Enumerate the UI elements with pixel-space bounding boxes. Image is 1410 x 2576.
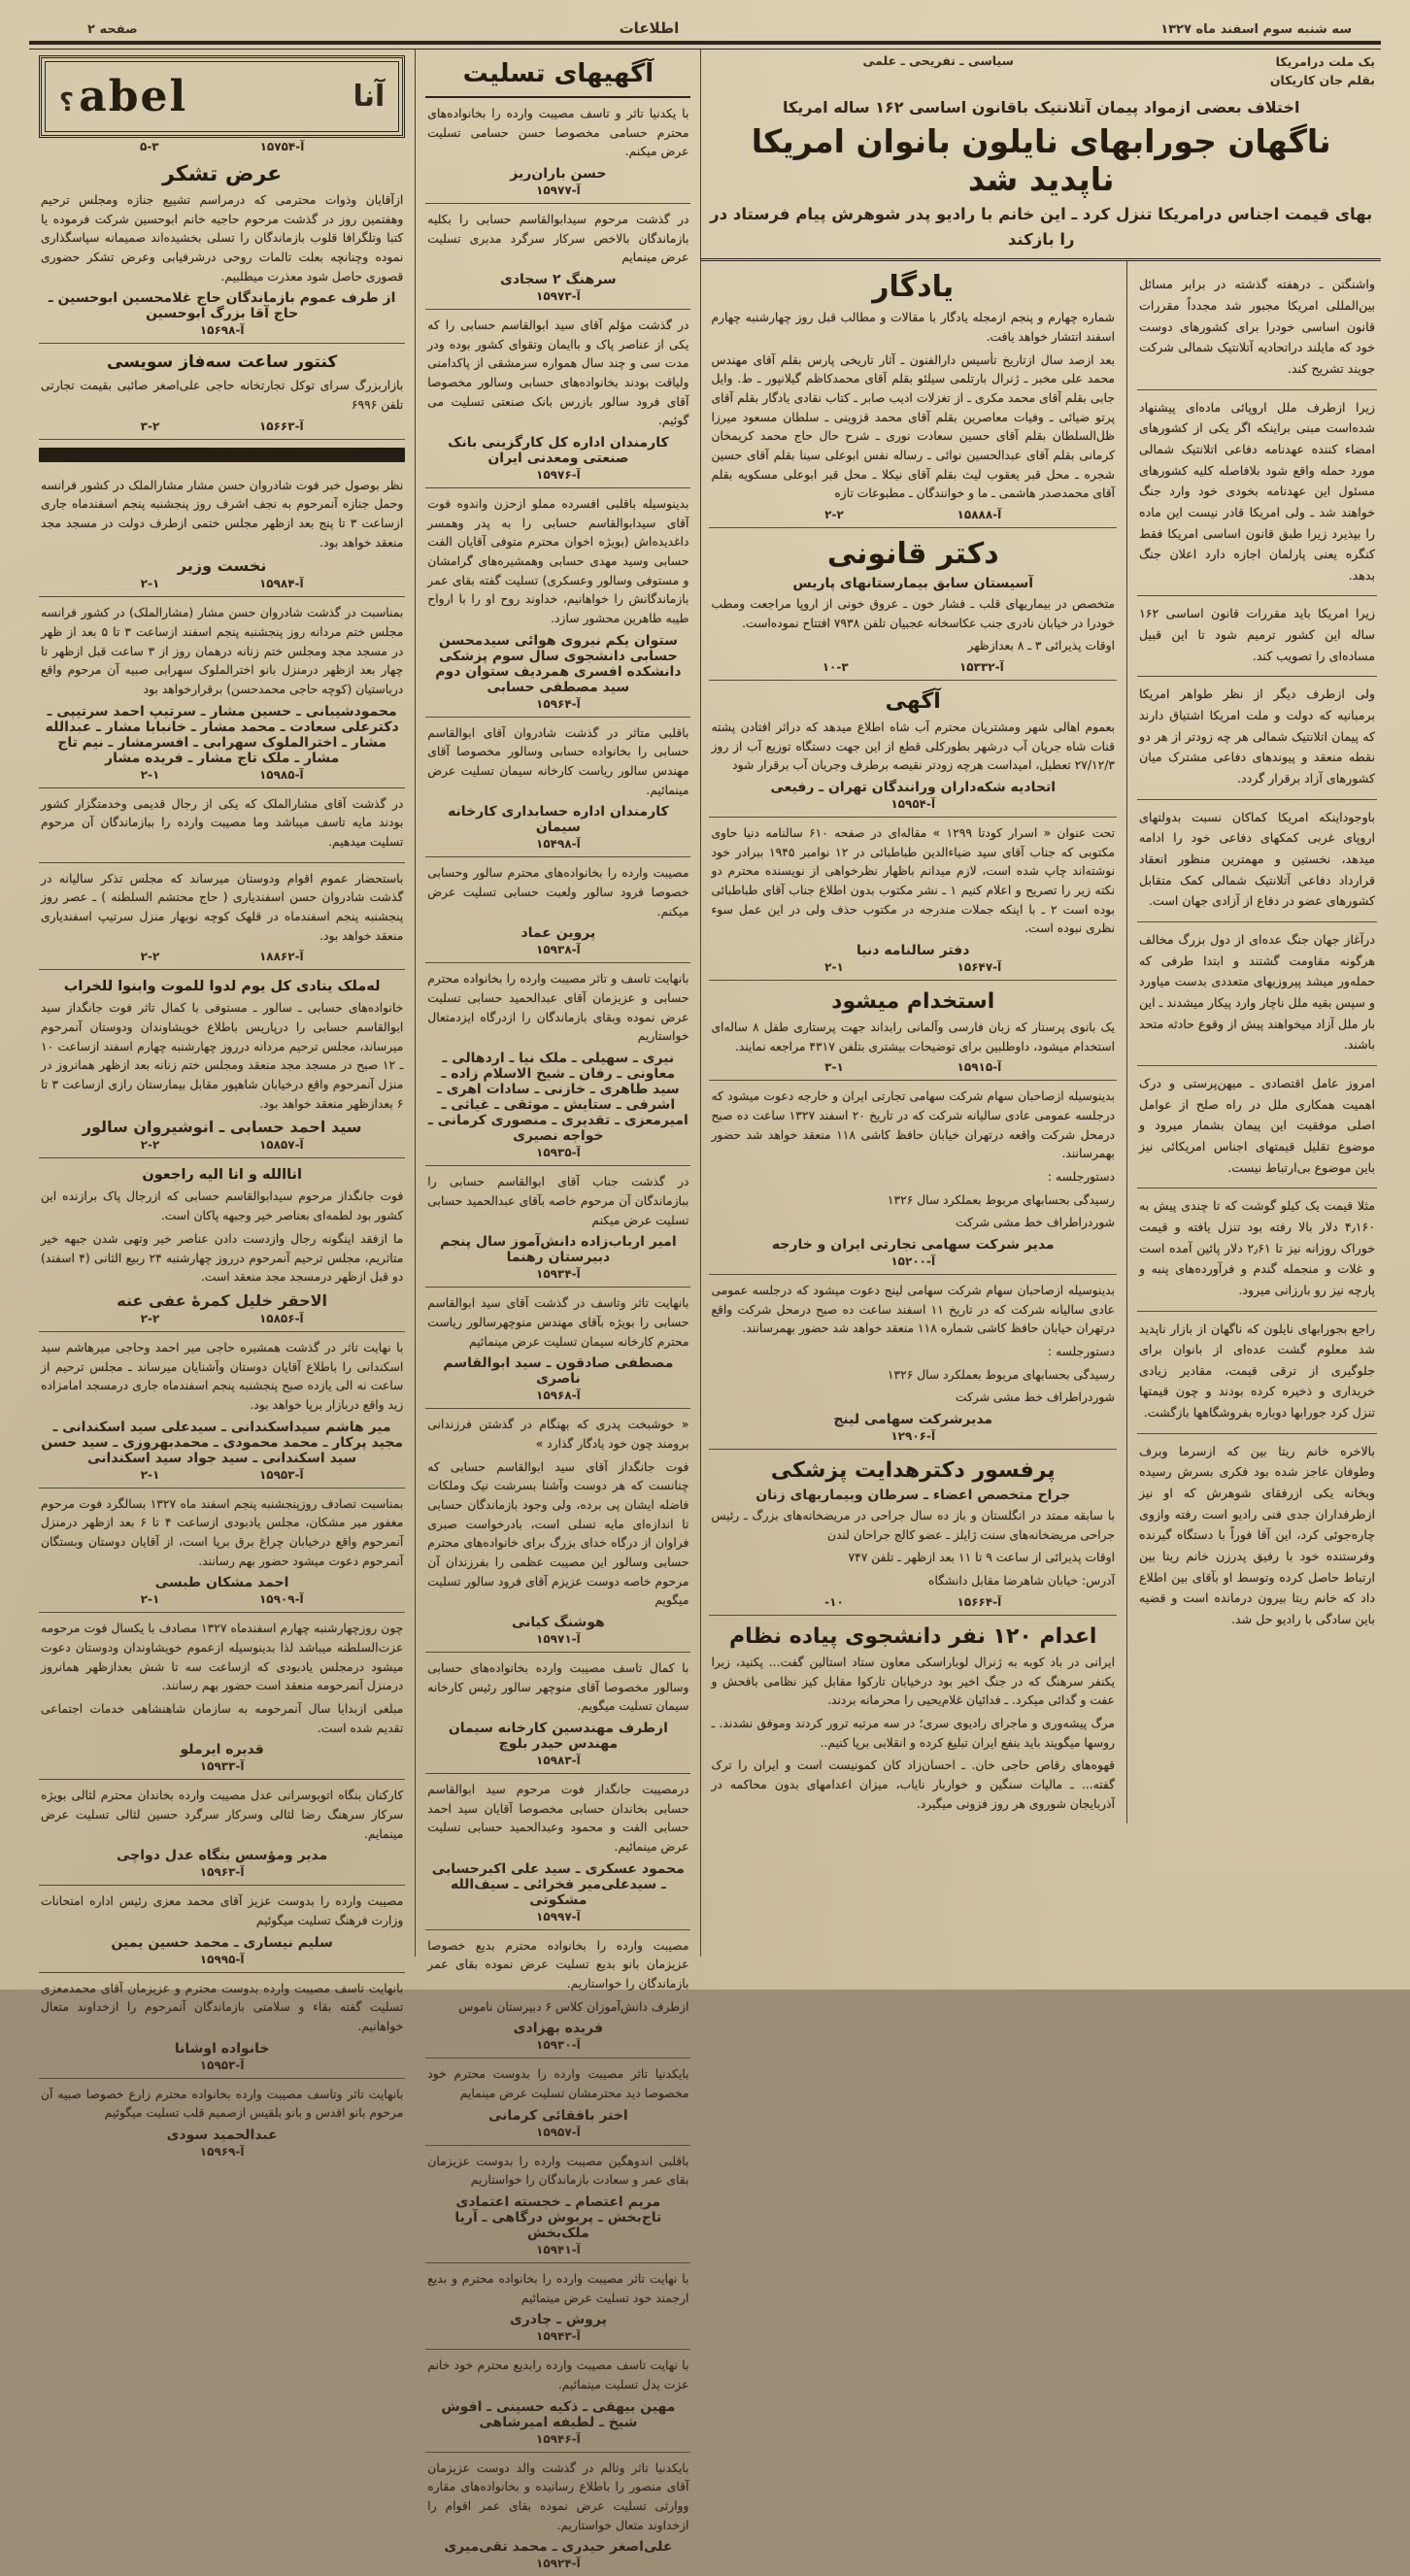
block-text: قهوه‌های رقاص حاجی خان. ـ احسان‌زاد کان کمونیست است و ایران را ترک گفته... ـ مالیات سنگین و خواربار نایاب، میزان اعدامهای بدون محاکمه در آذربایجان شوروی هر روز فزونی میگیرد. xyxy=(711,1758,1115,1811)
block-signature: کارمندان اداره کل کارگزینی بانک صنعتی ومعدنی ایران xyxy=(448,435,669,467)
columns-wrap xyxy=(29,50,1381,2571)
block-ref: آ-۱۵۹۳۰ xyxy=(536,2038,581,2053)
block-ref: آ-۱۵۹۳۳ xyxy=(199,1759,245,1774)
block-ref: آ-۱۵۹۳۴ xyxy=(536,1267,581,1282)
block-signature: محمودشیبانی ـ حسین مشار ـ سرتیپ احمد سرتیپی ـ دکترعلی سعادت ـ محمد مشار ـ خانبابا مشار ـ عبدالله مشار ـ اخترالملوک سهرابی ـ افسرمشار ـ نیم تاج مشار ـ ملک تاج مشار ـ فریده مشار xyxy=(45,703,399,766)
block-note: ۲-۲ xyxy=(140,950,160,964)
news-block xyxy=(425,1288,690,1409)
block-ref: آ-۱۵۴۹۸ xyxy=(536,837,581,852)
block-meta xyxy=(41,1953,403,1966)
block-text: باقلبی اندوهگین مصیبت وارده را بدوست عزیزمان بقای عمر و سعادت بازماندگان را خواستاریم xyxy=(427,2154,689,2188)
block-text: رسیدگی بحسابهای مربوط بعملکرد سال ۱۳۲۶ xyxy=(887,1367,1115,1382)
block-signature: الاحقر خلیل کمرهٔ عفی عنه xyxy=(117,1290,328,1310)
news-block xyxy=(425,1653,690,1774)
news-block xyxy=(709,1081,1117,1275)
block-signature: مدیر شرکت سهامی تجارتی ایران و خارجه xyxy=(771,1237,1055,1254)
block-signature: امیر ارباب‌زاده دانش‌آموز سال پنجم دبیرستان رهنما xyxy=(440,1234,677,1266)
abel-ad xyxy=(39,55,405,138)
block-text: مصیبت وارده را بدوست عزیز آقای محمد معزی رئیس اداره امتحانات وزارت فرهنگ تسلیت میگوئیم xyxy=(41,1894,404,1927)
block-signature: نیری ـ سهیلی ـ ملک نیا ـ اردهالی ـ معاونی ـ رفان ـ شیخ الاسلام زاده ـ سید طاهری ـ خازنی ـ سادات اهری ـ اشرفی ـ ستایش ـ موثقی ـ غیاثی ـ امیرمعزی ـ تقدیری ـ منصوری کرمانی ـ خواجه نصیری xyxy=(427,1051,688,1145)
page-date: سه شنبه سوم اسفند ماه ۱۳۲۷ xyxy=(1160,22,1352,37)
block-text: در گذشت مؤلم آقای سید ابوالقاسم حسابی را که یکی از عناصر پاک و باایمان وتقوای کشور بوده ودر مدت سی و چند سال همواره سرمشقی از پاکدامنی ولیاقت بودند بخانواده‌های حسابی وسالور مخصوصا آقای فرود سالور بازرس بانک صنعتی تسلیت می گوئیم. xyxy=(427,318,689,428)
block-ref: آ-۱۵۹۹۵ xyxy=(199,1952,245,1966)
news-block xyxy=(425,2263,690,2350)
news-block xyxy=(709,528,1117,681)
block-meta xyxy=(427,1910,688,1924)
block-signature: سرهنگ ۲ سجادی xyxy=(500,272,617,288)
block-text: ازآقایان وذوات محترمی که درمراسم تشییع جنازه ومجلس ترحیم وهفتمین روز در گذشت مرحوم حاجیه خانم ابوحسین شرکت فرموده یا کتبا وتلگرافا قلوب بازماندگان را تسلی بخشیده‌اند صمیمانه سپاسگذاری نموده وچنانچه بعلت تالمات روحی درشرفیابی وعرض تشکر حضوری قصوری حاصل شود معذرت میطلبیم. xyxy=(41,193,404,284)
page-number: صفحه ۲ xyxy=(87,22,138,37)
news-block xyxy=(425,310,690,488)
block-ref: آ-۱۵۹۹۷ xyxy=(536,1909,581,1924)
block-ref: آ-۱۵۹۵۴ xyxy=(890,797,936,812)
block-text: در گذشت مرحوم سیدابوالقاسم حسابی را بکلیه بازماندگان بالاخص سرکار سرگرد مدبری تسلیت عرض مینمایم xyxy=(427,213,689,265)
block-text: باستحضار عموم اقوام ودوستان میرساند که مجلس تذکر سالیانه در گذشت شادروان حسن اسفندیاری ( حاج محتشم السلطنه ) ـ عصر روز پنجشنبه پنجم اسفندماه در قلهک کوچه نوبهار منزل سرتیپ اسفندیاری منعقد خواهد بود. xyxy=(41,871,404,943)
news-block xyxy=(425,963,690,1166)
block-title: استخدام میشود xyxy=(831,989,995,1015)
block-note: ۲-۱ xyxy=(140,1592,160,1607)
news-block xyxy=(425,2058,690,2145)
block-text: مثلا قیمت یک کیلو گوشت که تا چندی پیش به ۴٫۱۶۰ دلار بالا رفته بود تنزل یافته و قیمت خوراک روزانه نیز تا ۲٫۶۱ دلار پائین آمده است و غلات و منجمله گندم و فرآورده‌های پنبه و پارچه نیز رو بارزانی میرود. xyxy=(1139,1198,1375,1297)
block-text: درمصیبت جانگداز فوت مرحوم سید ابوالقاسم حسابی بخاندان حسابی مخصوصا آقایان سید احمد حسابی الفت و محمود وعبدالحمید حسابی تسلیت عرض مینمائیم. xyxy=(427,1782,689,1854)
block-text: ولی ازطرف دیگر از نظر طواهر امریکا برمبانیه که دولت و ملت امریکا اشتیاق دارند که پیمان اتلانتیک شمالی هر چه زودتر از هر دو نقطه منعقد و پیوندهای دفاعی مشترک میان کشورهای آزاد برقرار گردد. xyxy=(1139,686,1375,786)
lead-headline: ناگهان جورابهای نایلون بانوان امریکا ناپدید شد xyxy=(751,121,1331,198)
block-meta xyxy=(427,2329,688,2343)
block-meta xyxy=(711,1429,1115,1443)
block-ref: آ-۱۵۹۵۳ xyxy=(258,1467,304,1482)
news-block xyxy=(709,818,1117,981)
block-title: پرفسور دکترهدایت پزشکی xyxy=(770,1458,1056,1484)
news-block xyxy=(709,1450,1117,1616)
block-meta xyxy=(41,1312,403,1325)
news-block xyxy=(39,1158,405,1331)
news-block xyxy=(425,1166,690,1288)
block-ref: آ-۱۵۹۷۳ xyxy=(536,289,581,304)
block-signature: مهین بیهقی ـ ذکیه حسینی ـ افوش شیخ ـ لطیفه امیرشاهی xyxy=(441,2398,676,2430)
block-note: ۲-۱ xyxy=(140,1467,160,1482)
block-ref: آ-۱۵۹۵۷ xyxy=(536,2124,581,2139)
block-ref: آ-۱۵۶۴۷ xyxy=(957,960,1002,975)
block-text: بمناسبت در گذشت شادروان حسن مشار (مشارالملک) در کشور فرانسه مجلس ختم مردانه روز پنجشنبه پنجم اسفند ازساعت ۳ تا ۵ بعد از ظهر در مسجد مجد ومجلس ختم زنانه درهمان روز از ۳ ساعت قبل ازظهر تا چهار بعد ازظهر درمنزل بانو اخترالملوک سهرابی صبیه آن مرحوم واقع درباستیان (کوچه حاجی محمدحسن) برقرارخواهد بود xyxy=(41,606,404,697)
block-text: بدینوسیله باقلبی افسرده مملو ازحزن واندوه فوت آقای سیدابوالقاسم حسابی را به پدر وهمسر داغدیده‌اش (بویژه اخوان محترم متوفی آقایان الفت حسابی وسید مهدی حسابی وهمشیره‌های گرامشان و مستوفی وسالور وعسکری) تسلیت گفته بقای عمر بازماندگانش را خواهانیم، خداوند روح او را با ارواح طیبه طاهرین محشور سازد. xyxy=(427,497,689,626)
block-text: بعموم اهالی شهر ومشتریان محترم آب شاه اطلاع میدهد که دراثر افتادن پشته قنات شاه جریان آب درشهر بطورکلی قطع از این جهت دستگاه توزیع آب از روز ۲۷/۱۲/۳ تعطیل، امیداست هرچه زودتر نقیصه برطرف وجریان آب برقرار شود xyxy=(711,720,1115,773)
block-ref: آ-۱۵۹۷۶ xyxy=(536,468,581,483)
block-text: فوت جانگداز آقای سید ابوالقاسم حسابی که چنانست که هر دوست وآشنا بسرشت نیک وملکات فاضله ایشان پی برده، ولی وجود بازماندگان حسابی تا اندازه‌ای مایه تسلی است، بادرخواست صبری فراوان از درگاه خدای بزرگ برای خانواده‌های محترم حسابی وسالور این مصیبت عظمی را بفرزندان آن مرحوم خاصه دوست عزیزم آقای فرود سالور تسلیت میگویم xyxy=(427,1459,689,1608)
block-ref: آ-۱۵۹۴۱ xyxy=(536,2242,581,2257)
block-text: با نهایت تاسف مصیبت وارده رابدیع محترم خود خانم عزت یدل تسلیت مینمائیم. xyxy=(427,2359,689,2392)
news-block xyxy=(1137,1188,1377,1311)
kicker-line2: بقلم جان کاریکان xyxy=(1269,72,1375,87)
block-text: با سابقه ممتد در انگلستان و باز ده سال جراحی در مریضخانه‌های بزرگ ـ رئیس جراحی مریضخانه‌های سنت ژایلز ـ عضو کالج جراحان لندن xyxy=(711,1509,1115,1542)
block-meta xyxy=(711,1060,1115,1074)
block-text: بانهایت تاثر وتاسف در گذشت آقای سید ابوالقاسم حسابی را بویژه بآقای مهندس منوچهرسالور ریاست محترم کارخانه سیمان تسلیت عرض مینمائیم xyxy=(427,1296,689,1349)
block-signature: سلیم نیساری ـ محمد حسین یمین xyxy=(111,1934,333,1951)
block-ref: آ-۱۲۹۰۶ xyxy=(890,1429,936,1444)
block-note: ۱۰-۳ xyxy=(822,660,849,675)
news-block xyxy=(425,2350,690,2452)
block-signature: احمد مشکان طبسی xyxy=(154,1575,289,1591)
news-block xyxy=(1137,1066,1377,1188)
lead-subhead: بهای قیمت اجناس درامریکا تنزل کرد ـ این خانم با رادیو پدر شوهرش پیام فرستاد در را بازکند xyxy=(710,204,1373,249)
news-block xyxy=(39,597,405,787)
block-ref: آ-۱۵۹۸۵ xyxy=(258,767,304,782)
news-block xyxy=(1137,1312,1377,1434)
news-block xyxy=(425,1774,690,1930)
abel-meta xyxy=(39,140,405,153)
block-text: در گذشت آقای مشارالملک که یکی از رجال قدیمی وخدمتگزار کشور بودند مایه تاسف میباشد وما مصیبت وارده را ببازماندگان آن مرحوم تسلیت میدهیم. xyxy=(41,796,404,850)
block-signature: سید احمد حسابی ـ انوشیروان سالور xyxy=(82,1118,362,1137)
block-meta xyxy=(427,943,688,956)
block-ref: آ-۱۵۹۴۶ xyxy=(536,2431,581,2446)
block-ref: آ-۱۵۸۵۶ xyxy=(258,1311,304,1325)
block-note: ۲-۲ xyxy=(140,1138,160,1153)
block-text: ایرانی در باد کوبه به ژنرال لوباراسکی معاون ستاد استالین گفت... پکنید، زیرا یکنفر سرهنگ که در جنگ اخیر بود درخیابان تارکوا مقابل کیز نظامی بافحش و عفت و گدائی میکرد. ـ فدائیان غلام‌یحیی را محرمانه بردند. xyxy=(711,1655,1115,1708)
block-signature: پروش ـ چادری xyxy=(509,2312,607,2328)
block-meta xyxy=(427,1146,688,1159)
block-signature: مصطفی صادقون ـ سید ابوالقاسم ناصری xyxy=(443,1355,674,1388)
block-text: بایکدنیا تاثر مصیبت وارده را بدوست محترم خود مخصوصا دید محترمشان تسلیت عرض مینمایم xyxy=(427,2067,689,2100)
block-ref: آ-۱۵۹۷۱ xyxy=(536,1631,581,1646)
news-block xyxy=(1137,922,1377,1066)
block-text: بعد ازصد سال ازتاریخ تأسیس دارالفنون ـ آثار تاریخی پارس بقلم آقای مهندس محمد علی مخبر ـ ژنرال بارتلمی سیلئو بقلم آقای محمدکاظم گیلانپور ـ ط. وایل جابی بقلم آقای محمد مکری ـ از تغزلات ادیب صابر ـ کتاب نقادی یادگار بقلم آقای پرتو ضیائی ـ وفیات معاصرین بقلم آقای محمد قزوینی ـ سلطان مسعود میرزا ظل‌السلطان بقلم آقای حسین سعادت نوری ـ شرح حال حاج محمد کریمخان کرمانی بقلم آقای عبدالحسین نوائی ـ رساله نفس ابوعلی سینا بقلم آقای حسین شجره ـ محل قبر یعقوب لیث بقلم آقای نیکلا ـ محل قبر ابوعلی مسکویه بقلم آقای محمدصدر هاشمی ـ ما و خوانندگان ـ مطبوعات تازه xyxy=(711,352,1115,501)
block-meta xyxy=(41,1759,403,1773)
block-ref: آ-۱۵۹۶۸ xyxy=(536,1388,581,1403)
block-meta xyxy=(41,2058,403,2072)
block-text: متخصص در بیماریهای قلب ـ فشار خون ـ عروق خونی از اروپا مراجعت ومطب خودرا در خیابان نادری جنب عکاسخانه عجبیان تلفن ۷۹۳۸ افتتاح نموده‌است. xyxy=(711,597,1115,630)
block-ref: آ-۱۵۹۶۹ xyxy=(199,2144,245,2158)
block-meta xyxy=(427,468,688,482)
block-text: تحت عنوان « اسرار کودتا ۱۲۹۹ » مقاله‌ای در صفحه ۶۱۰ سالنامه دنیا حاوی مکتوبی که جناب آقای سید ضیاءالدین طباطبائی در ۱۲ نوامبر ۱۹۴۵ ببرادر خود نوشته‌اند چاپ شده است، لازم میدانم باظهار نظرخواهی از نویسنده محترم دو نکته زیر را تصریح و اعلام کنیم ۱ ـ نشر مکتوب بدون اطلاع جناب آقای طباطبائی بوده است ۲ ـ با اینکه جملات مندرجه در مکتوب حذف ولی در این عمل سوء نظری نبوده است. xyxy=(711,826,1116,936)
news-block xyxy=(39,863,405,971)
block-signature: نخست وزیر xyxy=(177,556,267,576)
block-meta xyxy=(711,797,1115,811)
news-block xyxy=(1137,677,1377,799)
block-note: ۲-۲ xyxy=(824,508,844,521)
block-text: ما ازفقد اینگونه رجال وازدست دادن عناصر خیر وتهی شدن جبهه خیر متاثریم، مجلس ترحیم آنمرحوم درروز چهارشنبه ۲۴ ربیع الثانی (۴ اسفند) دو قبل ازظهر درمسجد مجد منعقد است. xyxy=(41,1231,404,1285)
news-block xyxy=(425,718,690,858)
right-region xyxy=(701,50,1381,1957)
block-signature: کارمندان اداره حسابداری کارخانه سیمان xyxy=(448,804,669,836)
block-note: ۲-۱ xyxy=(824,960,844,975)
block-text: بدینوسیله ازصاحبان سهام شرکت سهامی لینج دعوت میشود که درجلسه عمومی عادی سالیانه شرکت که در تاریخ ۱۱ اسفند ساعت ده صبح درمحل شرکت واقع درتهران خیابان حافظ کاشی شماره ۱۱۸ منعقد خواهد شد حضور بهمرسانند. xyxy=(711,1284,1115,1336)
block-signature: علی‌اصغر حیدری ـ محمد تقی‌میری xyxy=(444,2539,673,2556)
block-signature: پروین عماد xyxy=(520,925,596,942)
news-block xyxy=(709,1275,1117,1450)
block-text: دستورجلسه : xyxy=(1047,1170,1115,1185)
block-meta xyxy=(427,2125,688,2139)
block-ref: آ-۱۵۸۸۸ xyxy=(957,508,1002,521)
section-label: سیاسی ـ تفریحی ـ علمی xyxy=(862,53,1014,68)
news-block xyxy=(425,488,690,718)
news-block xyxy=(39,970,405,1158)
block-ref: آ-۱۵۹۶۳ xyxy=(199,1865,245,1880)
block-text: چون روزچهارشنبه چهارم اسفندماه ۱۳۲۷ مصادف با یکسال فوت مرحومه عزت‌السلطنه میباشد لذا بدینوسیله ازعموم خویشاوندان ودوستان دعوت میشود درمجلس یادبودی که ازساعت سه تا شش بعدازظهر همانروز درمنزل آنمرحومه منعقد است حضور بهم رسانند. xyxy=(41,1622,404,1693)
block-text: اوقات پذیرائی ۳ ـ ۸ بعدازظهر xyxy=(967,639,1115,653)
block-note: ۲-۲ xyxy=(140,1311,160,1325)
block-title: عرض تشکر xyxy=(162,162,283,186)
block-meta xyxy=(711,508,1115,521)
news-block xyxy=(39,153,405,344)
abel-latin-wrap xyxy=(59,72,187,121)
block-text: با نهایت تاثر در گذشت همشیره حاجی میر احمد وحاجی میرهاشم سید اسکندانی را باطلاع آقایان دوستان وآشنایان میرساند ـ مجلس ترحیم از ساعت نه الی یازده صبح پنجشنبه پنجم اسفندماه جاری درمسجد امامزاده زید واقع دربازار برپا خواهد بود. xyxy=(41,1340,404,1412)
block-meta xyxy=(41,323,403,337)
news-block xyxy=(425,1930,690,2059)
block-meta xyxy=(711,960,1115,974)
block-meta xyxy=(41,1592,403,1606)
block-signature: ستوان یکم نیروی هوائی سیدمحسن حسابی دانشجوی سال سوم پزشکی دانشکده افسری همردیف ستوان دوم سید مصطفی حسابی xyxy=(435,632,682,695)
block-signature: محمود عسکری ـ سید علی اکبرحسابی ـ سیدعلی‌میر فخرائی ـ سیف‌الله مشکوتی xyxy=(431,1860,685,1908)
block-text: بایکدنیا تاثر وتالم در گذشت والد دوست عزیزمان آقای منصور را باطلاع رسانیده و بخانواده‌های مقاره ووارثی تسلیت عرض نموده بقای عمر اقوام را ازخداوند متعال خواستاریم. xyxy=(427,2460,689,2532)
block-text: مصیبت وارده را بخانواده محترم بدیع خصوصا عزیزمان بانو بدیع تسلیت عرض نموده بقای عمر بازماندگان را خواستاریم. xyxy=(427,1938,689,1991)
news-block xyxy=(1137,267,1377,389)
news-block xyxy=(1137,390,1377,597)
block-text: با یکدنیا تاثر و تاسف مصیبت وارده را بخانواده‌های محترم حسامی مخصوصا حسن حسامی تسلیت عرض میکنم. xyxy=(427,107,689,159)
condolence-list xyxy=(425,98,690,2576)
block-note: ۳-۱ xyxy=(824,1060,844,1075)
block-meta xyxy=(41,768,403,782)
abel-ana-label: آنا xyxy=(352,80,386,114)
block-signature: مدیر ومؤسس بنگاه عدل دواچی xyxy=(117,1848,328,1864)
kicker-row xyxy=(707,53,1375,90)
separator-bar xyxy=(39,448,405,462)
block-signature: مریم اعتصام ـ خجسته اعتمادی تاج‌بخش ـ پریوش درگاهی ـ آریا ملک‌بخش xyxy=(454,2193,662,2241)
abel-brand: abel xyxy=(79,72,188,121)
block-signature: قدیره ایرملو xyxy=(180,1742,264,1758)
news-block xyxy=(425,204,690,310)
block-signature: اتحادیه شکه‌داران ورانندگان تهران ـ رفیعی xyxy=(770,780,1057,796)
page-header xyxy=(29,14,1381,39)
news-block xyxy=(709,261,1117,528)
block-text: راجع بجورابهای نایلون که ناگهان از بازار ناپدید شد معلوم گشت عده‌ای از بانوان برای جلوگیری از ترقی قیمت، مقادیر زیادی خریداری و ذخیره کرده بودند و چون قیمتها تنزل کرد جورابها دوباره بفروشگاهها بازگشت. xyxy=(1139,1321,1375,1421)
news-block xyxy=(39,1613,405,1780)
block-text: باوجوداینکه امریکا کماکان نسبت بدولتهای اروپای غربی کمکهای دفاعی خود را ادامه میدهد، نخستین و مهمترین منظور انعقاد قرارداد دفاعی آتلانتیک شمالی کمک متقابل کشورهای عضو در دفاع از آزادی جهان است. xyxy=(1139,809,1375,909)
article-column xyxy=(1126,261,1381,1823)
block-meta xyxy=(427,697,688,711)
block-meta xyxy=(427,184,688,197)
block-text: خانواده‌های حسابی ـ سالور ـ مستوفی با کمال تاثر فوت جانگداز سید ابوالقاسم حسابی را درپاریس باطلاع خویشاوندان ودوستان آنمرحوم میرساند، مجلس ترحیم مردانه درروز چهارشنبه چهارم اسفند ازساعت ۱۰ ـ ۱۲ صبح در مسجد مجد منعقد ومجلس ختم زنانه بعد ازظهر همانروز در منزل آنمرحوم واقع درخیابان شاهپور مقابل بیمارستان رازی ازساعت ۳ تا ۶ بعدازظهر منعقد خواهد بود. xyxy=(41,1001,404,1111)
block-title: یادگار xyxy=(872,270,955,305)
block-meta xyxy=(41,2145,403,2158)
news-block xyxy=(425,857,690,963)
block-text: شوردراطراف خط مشی شرکت xyxy=(956,1390,1115,1405)
block-meta xyxy=(427,1632,688,1646)
block-text: مرگ پیشه‌وری و ماجرای رادیوی سری؛ در سه مرتبه ترور کردند وموفق نشدند. ـ روسها میگویند باید بنفع ایران تبلیغ کرده و انقلابی برپا کنیم.. xyxy=(711,1716,1115,1750)
block-ref: آ-۱۵۹۸۳ xyxy=(536,1753,581,1767)
block-text: در گذشت جناب آقای ابوالقاسم حسابی را ببازماندگان آن مرحوم خاصه بآقای عبدالحمید حسابی تسلیت عرض میکنم xyxy=(427,1175,689,1227)
block-text: درآغاز جهان جنگ عده‌ای از دول بزرگ مخالف هرگونه مقاومت گشتند و ابتدا طرفی که حمله‌ور میشد پیروزیهای متعددی بدست میاورد و سپس بقیه ملل ناچار وارد پیکار میشدند ـ این بار ملل آزاد میخواهند پیش از وقوع حادثه متحد باشند. xyxy=(1139,932,1375,1053)
block-text: کارکنان بنگاه اتوبوسرانی عدل مصیبت وارده بخاندان محترم لثالی بویژه سرکار سرهنگ رضا لثالی وسرکار سرگرد حسین لثالی تسلیت عرض مینمایم. xyxy=(41,1789,404,1841)
block-text: اوقات پذیرائی از ساعت ۹ تا ۱۱ بعد ازظهر ـ تلفن ۷۴۷ xyxy=(848,1551,1115,1565)
abel-ref: آ-۱۵۷۵۴ xyxy=(259,140,305,153)
block-ref: آ-۱۵۹۲۴ xyxy=(536,2557,581,2571)
block-meta xyxy=(41,577,403,590)
abel-question-mark: ؟ xyxy=(59,88,75,117)
block-ref: آ-۱۵۶۶۳ xyxy=(258,418,304,433)
block-note: ۳-۲ xyxy=(140,418,160,433)
block-note: ۲-۱ xyxy=(140,767,160,782)
block-signature: دفتر سالنامه دنیا xyxy=(856,943,970,959)
block-note: ۱۰- xyxy=(824,1594,844,1609)
block-ref: آ-۱۵۹۷۷ xyxy=(536,184,581,198)
news-block xyxy=(39,1886,405,1972)
block-ref: آ-۱۵۹۰۹ xyxy=(258,1592,304,1607)
block-meta xyxy=(427,1754,688,1767)
block-note: ۲-۱ xyxy=(140,577,160,591)
block-meta xyxy=(711,1255,1115,1268)
block-ref: آ-۱۵۳۳۲ xyxy=(958,660,1004,675)
block-ref: آ-۱۵۸۵۷ xyxy=(258,1138,304,1153)
condolence-column xyxy=(415,50,701,2571)
news-block xyxy=(39,1489,405,1614)
news-block xyxy=(39,1973,405,2079)
block-ref: آ-۱۵۹۱۵ xyxy=(957,1060,1002,1075)
block-signature: میر هاشم سیداسکندانی ـ سیدعلی سید اسکندانی ـ مجید پرکار ـ محمد محمودی ـ محمدبهروزی ـ سید حسن سید اسکندانی ـ سید جواد سید اسکندانی xyxy=(41,1419,404,1466)
header-rule xyxy=(29,41,1381,50)
block-title: کنتور ساعت سه‌فاز سویسی xyxy=(107,352,338,373)
block-ref: آ-۱۵۹۸۴ xyxy=(258,577,304,591)
block-ref: آ-۱۵۹۶۴ xyxy=(536,696,581,711)
lead-story xyxy=(701,50,1381,261)
news-block xyxy=(39,1780,405,1886)
block-text: واشنگتن ـ درهفته گذشته در برابر مسائل بین‌المللی امریکا مجبور شد مجدداً مقررات قانون اساسی خودرا برای کشورهای دوست خود که مایلند دراتحادیه آتلانتیک شمالی شرکت جویند تشریح کند. xyxy=(1139,277,1375,376)
block-text: با کمال تاسف مصیبت وارده بخانواده‌های حسابی وسالور مخصوصا آقای منوچهر سالور رئیس کارخانه سیمان تسلیت میگویم. xyxy=(427,1660,689,1714)
block-text: آدرس: خیابان شاهرضا مقابل دانشگاه xyxy=(928,1574,1115,1589)
block-text: بانهایت تاثر وتاسف مصیبت وارده بخانواده محترم زارع خصوصا صبیه آن مرحوم بانو اقدس و بانو بلقیس ازصمیم قلب تسلیت میگوئیم xyxy=(41,2087,404,2121)
block-ref: آ-۱۵۶۶۴ xyxy=(957,1594,1002,1609)
block-meta xyxy=(41,419,403,433)
block-text: بازاربزرگ سرای توکل تجارتخانه حاجی علی‌اصغر صائبی بقیمت تجارتی تلفن ۶۹۹۶ xyxy=(41,379,404,413)
block-text: دستورجلسه : xyxy=(1047,1345,1115,1359)
block-ref: آ-۱۸۸۶۲ xyxy=(258,950,304,964)
block-signature: حسن باران‌ریز xyxy=(510,166,607,183)
block-text: مصیبت وارده را بخانواده‌های محترم سالور وحسابی خصوصا فرود سالور ولعبت حسابی تسلیت عرض میکنم. xyxy=(427,866,689,919)
block-title: اناالله و انا الیه راجعون xyxy=(142,1167,302,1184)
news-block xyxy=(39,1332,405,1489)
block-text: « خوشبخت پدری که بهنگام در گذشتن فرزندانی برومند چون خود یادگار گذارد » xyxy=(427,1418,689,1451)
block-text: بانهایت تاسف مصیبت وارده بدوست محترم و عزیزمان آقای محمدمعزی تسلیت گفته بقاء و سلامتی بازماندگان آنمرحوم را ازخداوند متعال خواهانیم. xyxy=(41,1981,404,2033)
block-signature: ازطرف مهندسین کارخانه سیمان مهندس حیدر بلوچ xyxy=(448,1720,668,1752)
block-text: بالاخره خانم ریتا بین که ازسرما وبرف وطوفان عاجز شده بود فکری بسرش رسیده وبخانه یکی ازرفقای شوهرش که او نیز ازطرفداران جدی فنی رادیو است رفته وازوی چاره‌جوئی کرد، این آقا فوراً با دستگاه گیرنده وفرستنده خود با رفیق پدرزن خانم ریتا بین ارتباط حاصل کرده وتوسط او بآقای بین اطلاع داد که خانم ریتا بیرون درمانده است و قضیه باین سادگی با رادیو حل شد. xyxy=(1139,1443,1375,1627)
news-block xyxy=(1137,1434,1377,1640)
news-block xyxy=(425,1409,690,1653)
news-block xyxy=(425,2146,690,2263)
news-block xyxy=(39,470,405,598)
block-ref: آ-۱۵۶۹۸ xyxy=(199,323,245,338)
masthead: اطلاعات xyxy=(619,19,680,37)
block-meta xyxy=(427,2243,688,2257)
block-signature: مدیرشرکت سهامی لینج xyxy=(833,1412,993,1428)
block-meta xyxy=(41,1468,403,1482)
news-block xyxy=(1137,800,1377,922)
news-block xyxy=(39,2079,405,2164)
block-text: فوت جانگداز مرحوم سیدابوالقاسم حسابی که ازرجال پاک برازنده این کشور بود لطمه‌ای بعناصر خیر وجبهه پاکان است. xyxy=(41,1189,404,1223)
block-text: بانهایت تاسف و تاثر مصیبت وارده را بخانواده محترم حسابی و عزیزمان آقای عبدالحمید حسابی تسلیت عرض نموده وبقای بازماندگان را ازدرگاه ایزدمتعال خواستاریم xyxy=(427,972,689,1044)
block-title: آگهی xyxy=(885,689,941,715)
block-meta xyxy=(711,660,1115,674)
block-ref: آ-۱۵۲۰۰ xyxy=(890,1255,936,1269)
block-signature: عبدالحمید سودی xyxy=(166,2126,278,2143)
news-block xyxy=(709,681,1117,818)
block-ref: آ-۱۵۹۳۵ xyxy=(536,1146,581,1160)
news-block xyxy=(709,981,1117,1081)
block-meta xyxy=(41,1865,403,1879)
block-text: رسیدگی بحسابهای مربوط بعملکرد سال ۱۳۲۶ xyxy=(887,1192,1115,1207)
block-title: دکتر قانونی xyxy=(826,537,999,571)
block-text: ازطرف دانش‌آموزان کلاس ۶ دبیرستان ناموس xyxy=(458,1999,689,2014)
block-text: امروز عامل اقتصادی ـ میهن‌پرستی و درک اهمیت همکاری ملل در راه صلح از عوامل اصلی موفقیت این پیمان بشمار میرود و موضوع تقلیل قیمتهای اجناس امریکائی نیز باین موضوع بی‌ارتباط نیست. xyxy=(1139,1075,1375,1175)
block-meta xyxy=(711,1595,1115,1609)
left-column xyxy=(29,50,415,2158)
kicker xyxy=(1270,53,1375,90)
news-block xyxy=(39,344,405,439)
block-text: یک بانوی پرستار که زبان فارسی وآلمانی رابداند جهت پرستاری طفل ۸ ساله‌ای استخدام میشود، داوطلبین برای توضیحات بیشتری بتلفن ۴۳۱۷ مراجعه نمایند. xyxy=(711,1020,1115,1054)
abel-note: ۵-۳ xyxy=(140,140,159,153)
block-ref: آ-۱۵۹۵۳ xyxy=(199,2057,245,2072)
block-text: شوردراطراف خط مشی شرکت xyxy=(956,1216,1115,1230)
news-block xyxy=(425,98,690,204)
block-subtitle: جراح متخصص اعضاء ـ سرطان وبیماریهای زنان xyxy=(755,1488,1071,1504)
block-title: اعدام ۱۲۰ نفر دانشجوی پیاده نظام xyxy=(728,1623,1097,1649)
block-signature: اختر بافقائی کرمانی xyxy=(488,2107,628,2124)
block-meta xyxy=(427,2432,688,2446)
block-title: له‌ملک ینادی کل یوم لدوا للموت وابنوا للخراب xyxy=(63,979,381,995)
block-text: بدینوسیله ازصاحبان سهام شرکت سهامی تجارتی ایران و خارجه دعوت میشود که درجلسه عمومی عادی سالیانه شرکت که در تاریخ ۲۰ اسفند ۱۳۲۷ ساعت ده صبح درمحل شرکت واقعه درتهران خیابان حافظ کاشی ۱۱۸ منعقد خواهد شد حضور بهمرسانند. xyxy=(711,1089,1116,1161)
block-meta xyxy=(427,837,688,851)
news-block xyxy=(425,2453,690,2576)
block-signature: هوشنگ کیانی xyxy=(512,1614,605,1630)
ads-column xyxy=(701,261,1126,1823)
condolence-header: آگهیهای تسلیت xyxy=(425,50,690,98)
block-meta xyxy=(41,950,403,963)
block-ref: آ-۱۵۹۴۳ xyxy=(536,2329,581,2344)
block-signature: فریده بهزادی xyxy=(513,2021,604,2037)
news-block xyxy=(709,1616,1117,1823)
block-text: نظر بوصول خبر فوت شادروان حسن مشار مشارالملک در کشور فرانسه وحمل جنازه آنمرحوم به نجف اشرف روز پنجشنبه پنجم اسفندماه جاری ازساعت ۳ تا پنج بعد ازظهر مجلس ختمی ازطرف دولت در مسجد مجد منعقد خواهد بود. xyxy=(41,478,404,550)
right-columns xyxy=(701,261,1381,1823)
news-block xyxy=(1137,596,1377,677)
block-text: با نهایت تاثر مصیبت وارده را بخانواده محترم و بدیع ارجمند خود تسلیت عرض مینمائیم xyxy=(427,2271,689,2305)
block-subtitle: آسیستان سابق بیمارستانهای پاریس xyxy=(792,576,1034,591)
block-meta xyxy=(41,1138,403,1152)
block-signature: خانواده اوشانا xyxy=(174,2040,270,2057)
block-meta xyxy=(427,2038,688,2052)
block-meta xyxy=(427,2557,688,2570)
block-text: زیرا ازطرف ملل اروپائی ماده‌ای پیشنهاد شده‌است مبنی براینکه اگر یکی از کشورهای امضاء کننده عهدنامه دفاعی اتلانتیک شمالی مورد حمله واقع شود بلافاصله کلیه کشورهای مسئول این عهدنامه بخودی خود وارد جنگ خواهند شد ـ ولی امریکا قادر نیست این ماده را بپذیرد زیرا طبق قانون اساسی امریکا فقط کنگره یعنی پارلمان اجازه دارد اعلان جنگ بدهد. xyxy=(1139,399,1375,583)
block-ref: آ-۱۵۹۳۸ xyxy=(536,943,581,957)
lead-overline: اختلاف بعضی ازمواد پیمان آتلانتیک باقانون اساسی ۱۶۲ ساله امریکا xyxy=(782,97,1300,117)
kicker-line1: یک ملت درامریکا xyxy=(1275,54,1375,69)
block-meta xyxy=(427,1388,688,1402)
block-meta xyxy=(427,289,688,303)
block-signature: از طرف عموم بازماندگان حاج غلامحسین ابوحسین ـ حاج آقا بزرگ ابوحسین xyxy=(48,290,396,322)
block-text: مبلغی ازبدایا سال آنمرحومه به سازمان شاهنشاهی خدمات اجتماعی تقدیم شده است. xyxy=(41,1701,404,1735)
block-meta xyxy=(427,1267,688,1281)
news-block xyxy=(39,788,405,863)
left-list xyxy=(39,153,405,2164)
block-text: باقلبی متاثر در گذشت شادروان آقای ابوالقاسم حسابی را بخانواده حسابی وسالور مخصوصا آقای مهندس سالور ریاست کارخانه سیمان تسلیت عرض مینمائیم. xyxy=(427,725,689,797)
block-text: بمناسبت تصادف روزپنجشنبه پنجم اسفند ماه ۱۳۲۷ بسالگرد فوت مرحوم مغفور میر مشکان، مجلس یادبودی ازساعت ۴ تا ۶ بعد ازظهر درمنزل آنمرحوم واقع درخیابان چراغ برق برپا است، از آقایان دوستان وبستگان آنمرحوم دعوت میشود حضور بهم رسانند. xyxy=(41,1496,404,1568)
block-text: زیرا امریکا باید مقررات قانون اساسی ۱۶۲ ساله این کشور ترمیم شود تا این قبیل مساده‌ای را تصویب کند. xyxy=(1139,606,1375,663)
block-text: شماره چهارم و پنجم ازمجله یادگار با مقالات و مطالب قبل روز چهارشنبه چهارم اسفند انتشار خواهد یافت. xyxy=(711,311,1115,344)
